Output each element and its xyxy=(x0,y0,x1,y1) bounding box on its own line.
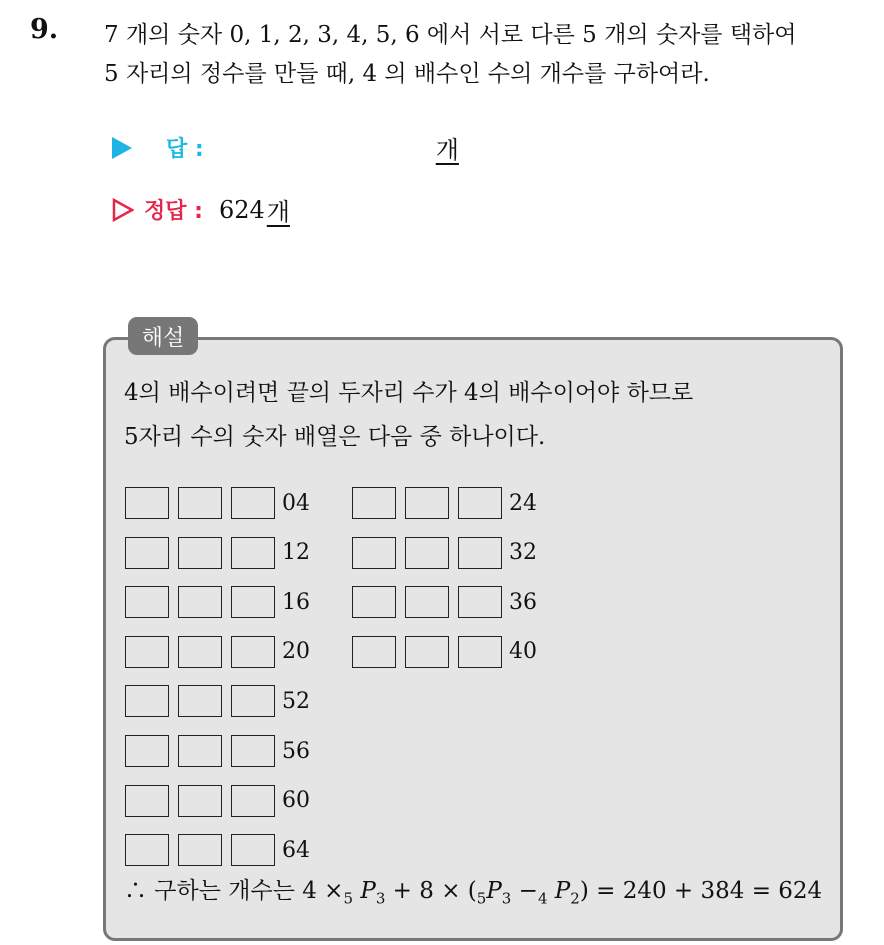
question-number: 9. xyxy=(30,14,59,45)
digit-box xyxy=(125,586,169,618)
ending-digits: 20 xyxy=(282,639,310,665)
digit-box xyxy=(125,834,169,866)
digit-box xyxy=(458,586,502,618)
solution-conclusion: ∴ 구하는 개수는 $4 \times_5$ $P_3 + 8 \times (_5P_3 -_4$ $P_2) = 240 + 384 = 624$ xyxy=(124,878,823,908)
digit-box xyxy=(231,785,275,817)
correct-answer-value: 624 xyxy=(218,195,265,224)
digit-box xyxy=(125,685,169,717)
digit-box xyxy=(405,586,449,618)
ending-digits: 16 xyxy=(282,589,310,615)
question-text-line1: 7 개의 숫자 0, 1, 2, 3, 4, 5, 6 에서 서로 다른 5 개의 숫자를 택하여 xyxy=(104,22,797,48)
ending-digits: 32 xyxy=(509,540,537,566)
arrangement-row-left xyxy=(125,785,310,817)
digit-box xyxy=(231,685,275,717)
arrangement-row-left xyxy=(125,537,310,569)
ending-digits: 04 xyxy=(282,490,310,516)
arrangement-row-left xyxy=(125,636,310,668)
answer-label: 답 : xyxy=(166,137,204,162)
digit-box xyxy=(231,586,275,618)
arrangement-row-right xyxy=(352,636,537,668)
solution-text-line1: 4의 배수이려면 끝의 두자리 수가 4의 배수이어야 하므로 xyxy=(124,380,694,406)
digit-box xyxy=(458,537,502,569)
digit-box xyxy=(178,685,222,717)
arrangement-row-right xyxy=(352,586,537,618)
ending-digits: 64 xyxy=(282,837,310,863)
arrangement-row-right xyxy=(352,487,537,519)
digit-box xyxy=(352,586,396,618)
ending-digits: 56 xyxy=(282,738,310,764)
correct-answer-label: 정답 : xyxy=(144,199,203,224)
digit-box xyxy=(125,537,169,569)
arrangement-row-left xyxy=(125,834,310,866)
digit-box xyxy=(458,487,502,519)
arrangement-row-left xyxy=(125,487,310,519)
digit-box xyxy=(352,487,396,519)
digit-box xyxy=(231,537,275,569)
conclusion-result: ) = 240 + 384 = 624 xyxy=(579,878,823,904)
digit-box xyxy=(458,636,502,668)
digit-box xyxy=(352,537,396,569)
digit-box xyxy=(231,636,275,668)
arrangement-row-right xyxy=(352,537,537,569)
digit-box xyxy=(178,785,222,817)
correct-answer-unit: 개 xyxy=(266,198,290,226)
digit-box xyxy=(231,735,275,767)
digit-box xyxy=(178,834,222,866)
ending-digits: 60 xyxy=(282,788,310,814)
digit-box xyxy=(405,487,449,519)
digit-box xyxy=(125,785,169,817)
solution-text-line2: 5자리 수의 숫자 배열은 다음 중 하나이다. xyxy=(124,424,546,450)
conclusion-prefix: ∴ 구하는 개수는 4 × xyxy=(124,878,344,904)
arrangement-row-left xyxy=(125,685,310,717)
digit-box xyxy=(231,487,275,519)
digit-box xyxy=(125,636,169,668)
play-triangle-icon xyxy=(112,137,132,159)
arrangement-row-left xyxy=(125,735,310,767)
digit-box xyxy=(178,586,222,618)
digit-box xyxy=(125,735,169,767)
ending-digits: 24 xyxy=(509,490,537,516)
conclusion-mid: + 8 × ( xyxy=(392,878,477,904)
question-text-line2: 5 자리의 정수를 만들 때, 4 의 배수인 수의 개수를 구하여라. xyxy=(104,61,710,87)
digit-box xyxy=(178,735,222,767)
digit-box xyxy=(231,834,275,866)
solution-tag: 해설 xyxy=(128,317,198,355)
digit-box xyxy=(178,636,222,668)
digit-box xyxy=(178,487,222,519)
digit-box xyxy=(352,636,396,668)
arrangement-row-left xyxy=(125,586,310,618)
correct-answer-row xyxy=(112,192,290,227)
answer-unit: 개 xyxy=(435,136,459,164)
digit-box xyxy=(178,537,222,569)
digit-box xyxy=(405,537,449,569)
answer-row xyxy=(112,130,459,165)
digit-box xyxy=(125,487,169,519)
digit-box xyxy=(405,636,449,668)
ending-digits: 12 xyxy=(282,540,310,566)
ending-digits: 36 xyxy=(509,589,537,615)
ending-digits: 40 xyxy=(509,639,537,665)
ending-digits: 52 xyxy=(282,688,310,714)
outline-triangle-icon xyxy=(112,198,134,222)
